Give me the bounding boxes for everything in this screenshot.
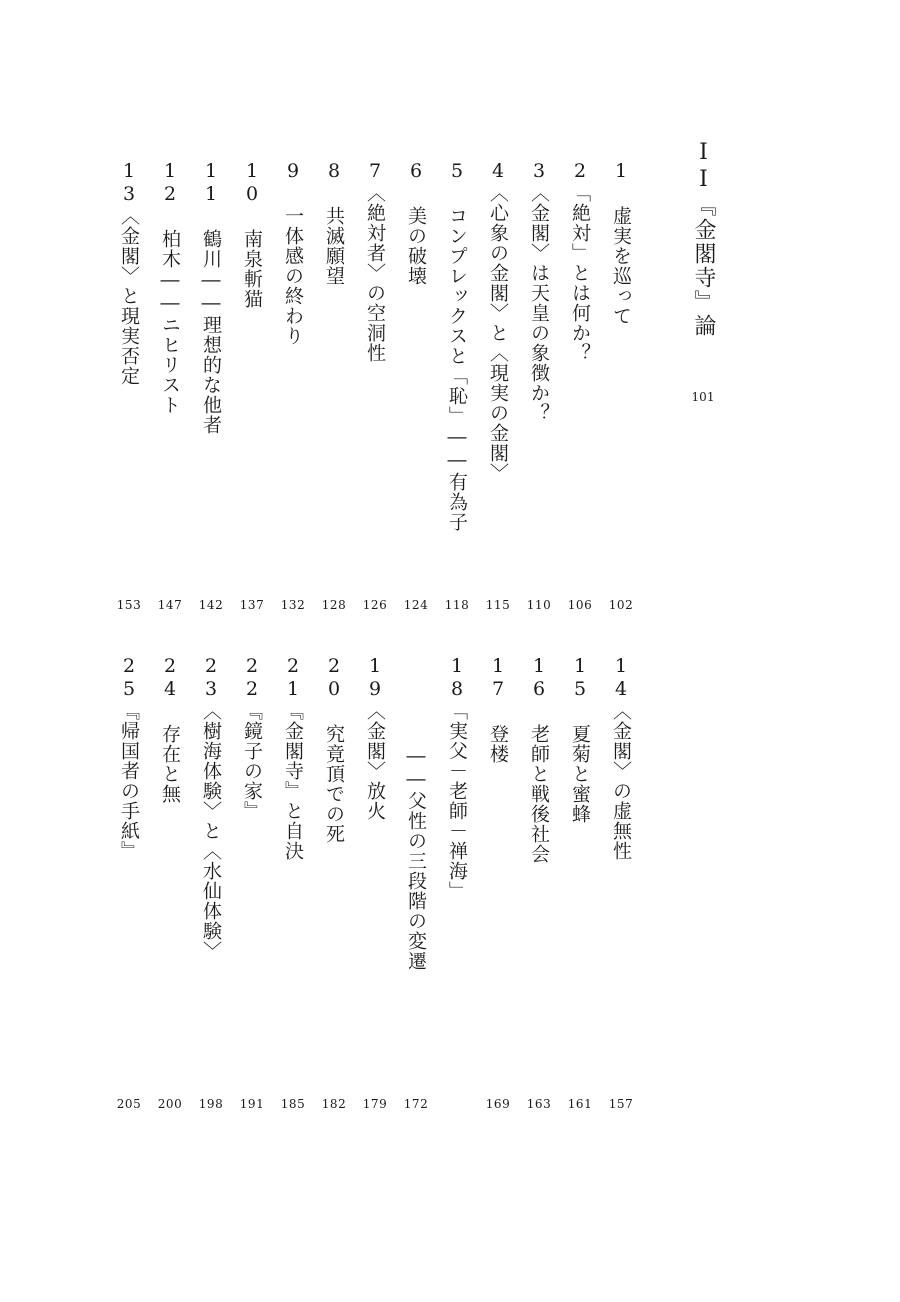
toc-entry-page: 179	[362, 1097, 388, 1111]
toc-entry-page: 182	[321, 1097, 347, 1111]
toc-entry-page: 126	[362, 598, 388, 612]
toc-entry-title: 22『鏡子の家』	[241, 655, 263, 821]
toc-entry-page: 157	[608, 1097, 634, 1111]
toc-entry-page: 191	[239, 1097, 265, 1111]
toc-entry-page: 147	[157, 598, 183, 612]
toc-entry-title: 6 美の破壊	[405, 160, 427, 286]
toc-entry-title: 17 登楼	[487, 655, 509, 764]
toc-entry-page: 137	[239, 598, 265, 612]
part-page-number: 101	[691, 390, 715, 404]
part-title: II『金閣寺』論	[691, 140, 716, 338]
toc-entry-title: 9 一体感の終わり	[282, 160, 304, 346]
toc-entry-title: 24 存在と無	[159, 655, 181, 804]
toc-entry-page: 172	[403, 1097, 429, 1111]
toc-entry-page: 110	[526, 598, 552, 612]
toc-entry-title: 11 鶴川――理想的な他者	[200, 160, 222, 435]
toc-entry-title: 18「実父－老師－禅海」	[446, 655, 468, 901]
toc-entry-page: 142	[198, 598, 224, 612]
toc-entry-page: 198	[198, 1097, 224, 1111]
toc-entry-page: 153	[116, 598, 142, 612]
toc-entry-title: 16 老師と戦後社会	[528, 655, 550, 864]
toc-entry-page: 106	[567, 598, 593, 612]
toc-entry-title: 10 南泉斬猫	[241, 160, 263, 309]
toc-entry-title: 20 究竟頂での死	[323, 655, 345, 844]
toc-entry-page: 124	[403, 598, 429, 612]
toc-entry-title: 5 コンプレックスと「恥」――有為子	[446, 160, 468, 532]
toc-entry-page: 161	[567, 1097, 593, 1111]
toc-entry-page: 132	[280, 598, 306, 612]
toc-entry-title: 23〈樹海体験〉と〈水仙体験〉	[200, 655, 222, 961]
toc-entry-page: 163	[526, 1097, 552, 1111]
toc-entry-title: 1 虚実を巡って	[610, 160, 632, 326]
toc-entry-title: 2「絶対」とは何か？	[569, 160, 591, 363]
toc-entry-title: 14〈金閣〉の虚無性	[610, 655, 632, 861]
toc-entry-page: 115	[485, 598, 511, 612]
toc-entry-title: 19〈金閣〉放火	[364, 655, 386, 821]
toc-entry-subtitle: ――父性の三段階の変遷	[405, 745, 427, 971]
toc-entry-title: 12 柏木――ニヒリスト	[159, 160, 181, 415]
toc-entry-title: 4〈心象の金閣〉と〈現実の金閣〉	[487, 160, 509, 483]
toc-entry-title: 13〈金閣〉と現実否定	[118, 160, 140, 386]
toc-entry-page: 185	[280, 1097, 306, 1111]
toc-entry-page: 118	[444, 598, 470, 612]
toc-entry-title: 8 共滅願望	[323, 160, 345, 286]
toc-entry-page: 128	[321, 598, 347, 612]
toc-entry-page: 205	[116, 1097, 142, 1111]
toc-entry-page: 200	[157, 1097, 183, 1111]
toc-entry-page: 102	[608, 598, 634, 612]
toc-entry-page: 169	[485, 1097, 511, 1111]
toc-entry-title: 7〈絶対者〉の空洞性	[364, 160, 386, 363]
toc-entry-title: 3〈金閣〉は天皇の象徴か？	[528, 160, 550, 423]
toc-entry-title: 15 夏菊と蜜蜂	[569, 655, 591, 824]
toc-entry-title: 25『帰国者の手紙』	[118, 655, 140, 861]
toc-entry-title: 21『金閣寺』と自決	[282, 655, 304, 861]
